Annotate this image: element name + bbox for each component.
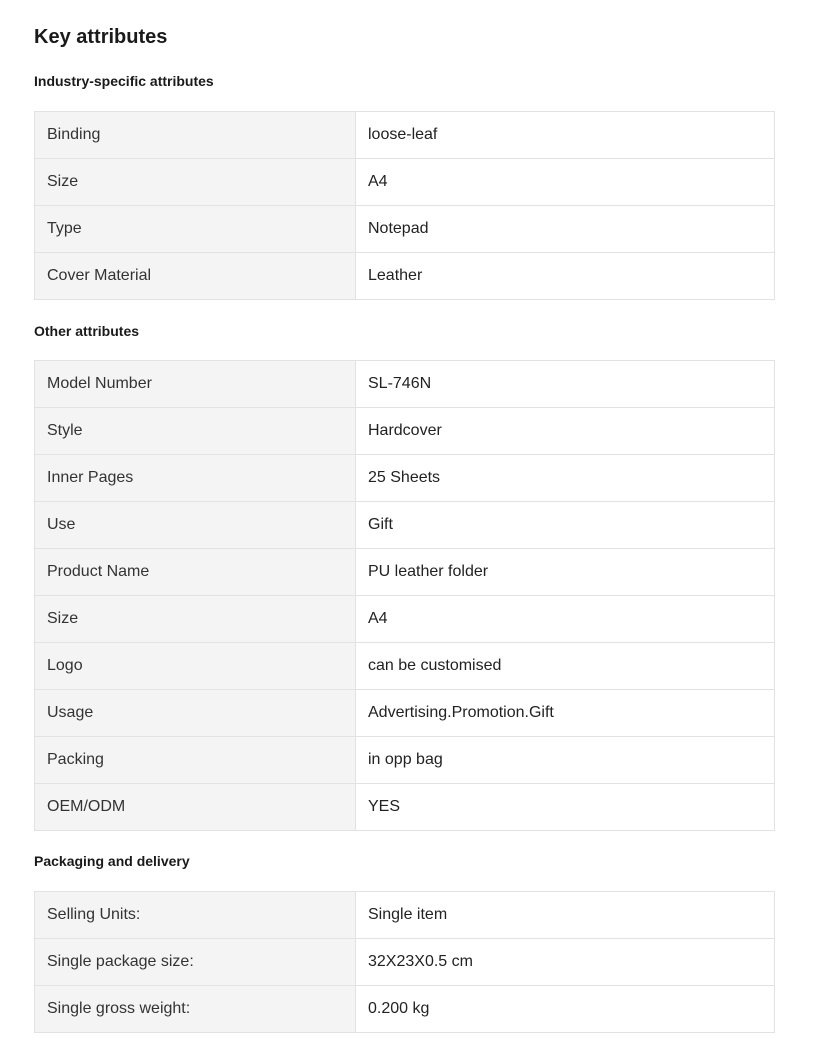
attribute-value: 32X23X0.5 cm — [356, 939, 775, 986]
attribute-value: A4 — [356, 596, 775, 643]
attribute-key: OEM/ODM — [35, 784, 356, 831]
attribute-value: Advertising.Promotion.Gift — [356, 690, 775, 737]
attribute-key: Size — [35, 596, 356, 643]
table-row — [35, 502, 775, 549]
table-row — [35, 253, 775, 300]
table-row — [35, 986, 775, 1033]
table-row — [35, 690, 775, 737]
attribute-value: loose-leaf — [356, 112, 775, 159]
attribute-value: can be customised — [356, 643, 775, 690]
page-title: Key attributes — [34, 26, 168, 48]
attribute-value: Hardcover — [356, 408, 775, 455]
attribute-key: Use — [35, 502, 356, 549]
table-row — [35, 939, 775, 986]
attribute-key: Style — [35, 408, 356, 455]
attribute-value: SL-746N — [356, 361, 775, 408]
attribute-key: Inner Pages — [35, 455, 356, 502]
table-row — [35, 596, 775, 643]
attribute-key: Binding — [35, 112, 356, 159]
attribute-value: Single item — [356, 892, 775, 939]
attribute-value: Leather — [356, 253, 775, 300]
table-row — [35, 549, 775, 596]
attribute-key: Model Number — [35, 361, 356, 408]
packaging-delivery-table — [34, 891, 775, 1033]
attribute-value: Notepad — [356, 206, 775, 253]
attribute-value: 25 Sheets — [356, 455, 775, 502]
attribute-key: Cover Material — [35, 253, 356, 300]
table-row — [35, 206, 775, 253]
table-row — [35, 361, 775, 408]
attribute-key: Size — [35, 159, 356, 206]
section-title-packaging-delivery: Packaging and delivery — [34, 853, 190, 869]
table-row — [35, 643, 775, 690]
table-row — [35, 455, 775, 502]
attribute-value: YES — [356, 784, 775, 831]
section-title-other: Other attributes — [34, 323, 140, 339]
table-row — [35, 892, 775, 939]
attribute-key: Selling Units: — [35, 892, 356, 939]
attribute-key: Logo — [35, 643, 356, 690]
attribute-key: Usage — [35, 690, 356, 737]
attribute-key: Packing — [35, 737, 356, 784]
section-title-industry-specific: Industry-specific attributes — [34, 73, 214, 89]
attribute-value: A4 — [356, 159, 775, 206]
attribute-key: Single gross weight: — [35, 986, 356, 1033]
table-row — [35, 112, 775, 159]
attribute-value: 0.200 kg — [356, 986, 775, 1033]
table-row — [35, 784, 775, 831]
attribute-key: Type — [35, 206, 356, 253]
attribute-value: in opp bag — [356, 737, 775, 784]
attribute-value: PU leather folder — [356, 549, 775, 596]
table-row — [35, 737, 775, 784]
attribute-value: Gift — [356, 502, 775, 549]
attribute-key: Product Name — [35, 549, 356, 596]
table-row — [35, 159, 775, 206]
attribute-key: Single package size: — [35, 939, 356, 986]
industry-attributes-table — [34, 111, 775, 300]
table-row — [35, 408, 775, 455]
other-attributes-table — [34, 360, 775, 831]
